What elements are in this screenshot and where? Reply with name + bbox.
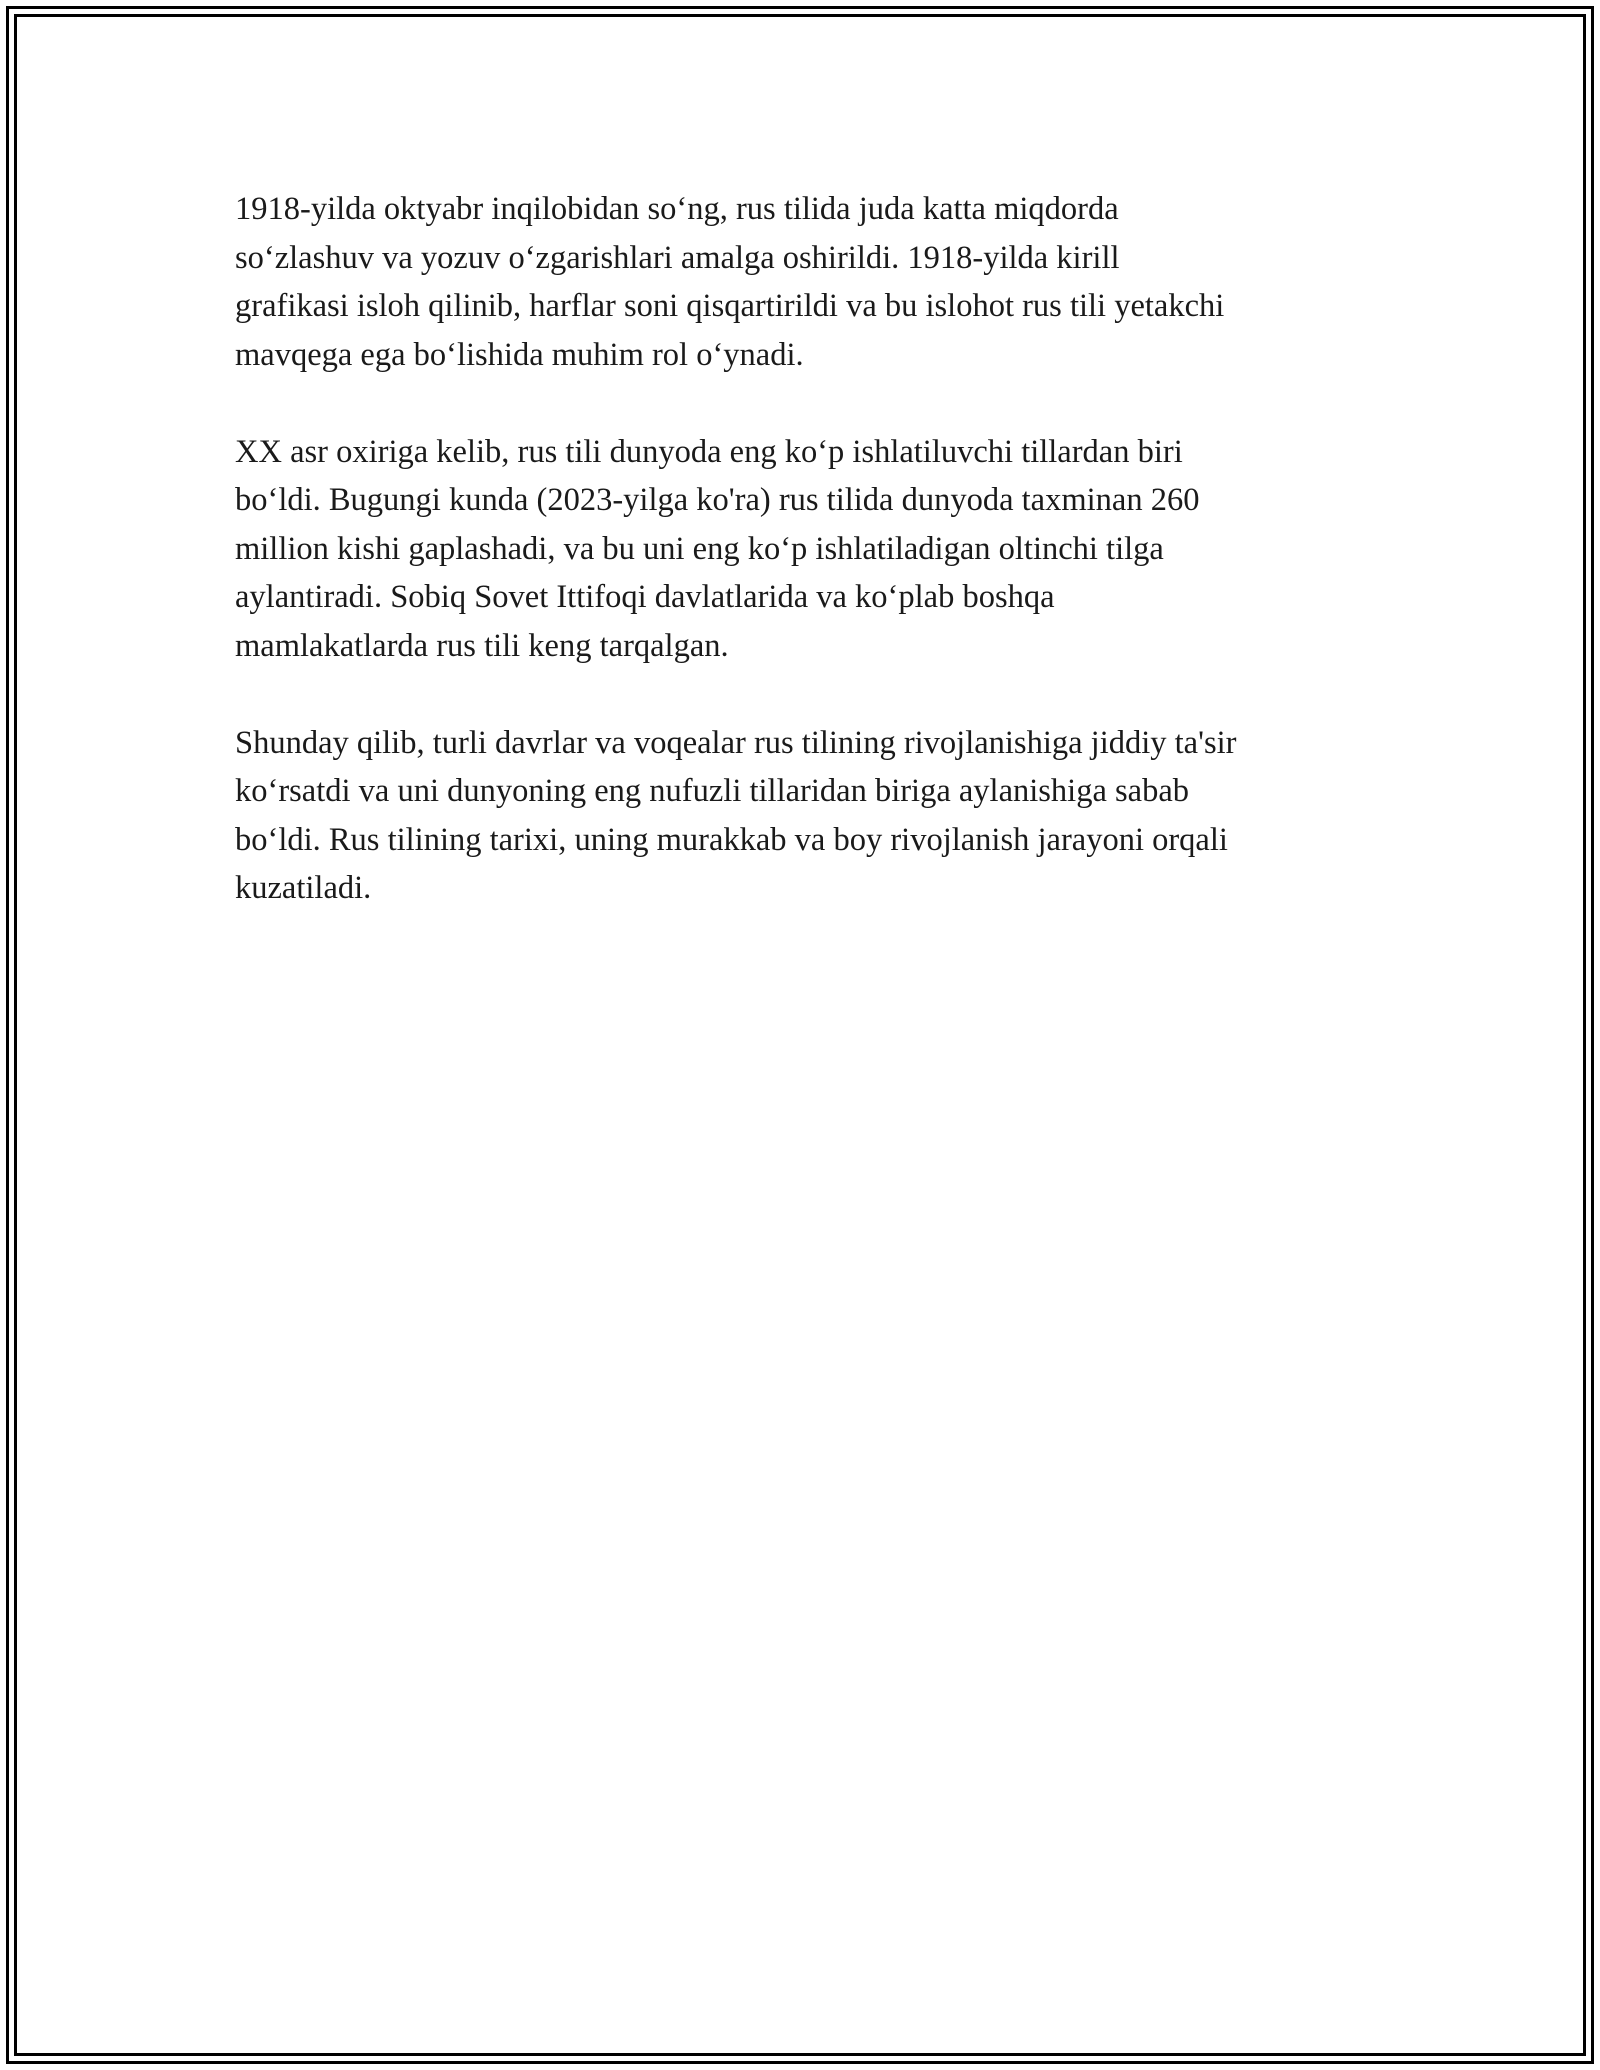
text-line: mavqega ega bo‘lishida muhim rol o‘ynadi. xyxy=(235,336,804,373)
text-line: mamlakatlarda rus tili keng tarqalgan. xyxy=(235,627,729,664)
text-line: so‘zlashuv va yozuv o‘zgarishlari amalga oshirildi. 1918-yilda kirill xyxy=(235,239,1120,276)
text-line: bo‘ldi. Rus tilining tarixi, uning murakkab va boy rivojlanish jarayoni orqali xyxy=(235,821,1228,858)
paragraph-3 xyxy=(235,719,1385,913)
text-line: kuzatiladi. xyxy=(235,870,372,906)
text-line: bo‘ldi. Bugungi kunda (2023-yilga ko'ra) rus tilida dunyoda taxminan 260 xyxy=(235,482,1200,518)
paragraph-1 xyxy=(235,185,1385,379)
text-line: million kishi gaplashadi, va bu uni eng ko‘p ishlatiladigan oltinchi tilga xyxy=(235,530,1164,567)
document-body xyxy=(235,185,1385,961)
text-line: XX asr oxiriga kelib, rus tili dunyoda eng ko‘p ishlatiluvchi tillardan biri xyxy=(235,433,1183,470)
text-line: 1918-yilda oktyabr inqilobidan so‘ng, rus tilida juda katta miqdorda xyxy=(235,191,1119,227)
text-line: ko‘rsatdi va uni dunyoning eng nufuzli tillaridan biriga aylanishiga sabab xyxy=(235,773,1190,809)
paragraph-2 xyxy=(235,428,1385,671)
text-line: aylantiradi. Sobiq Sovet Ittifoqi davlatlarida va ko‘plab boshqa xyxy=(235,579,1055,615)
text-line: grafikasi isloh qilinib, harflar soni qisqartirildi va bu islohot rus tili yetakchi xyxy=(235,288,1225,324)
text-line: Shunday qilib, turli davrlar va voqealar rus tilining rivojlanishiga jiddiy ta'sir xyxy=(235,724,1237,761)
